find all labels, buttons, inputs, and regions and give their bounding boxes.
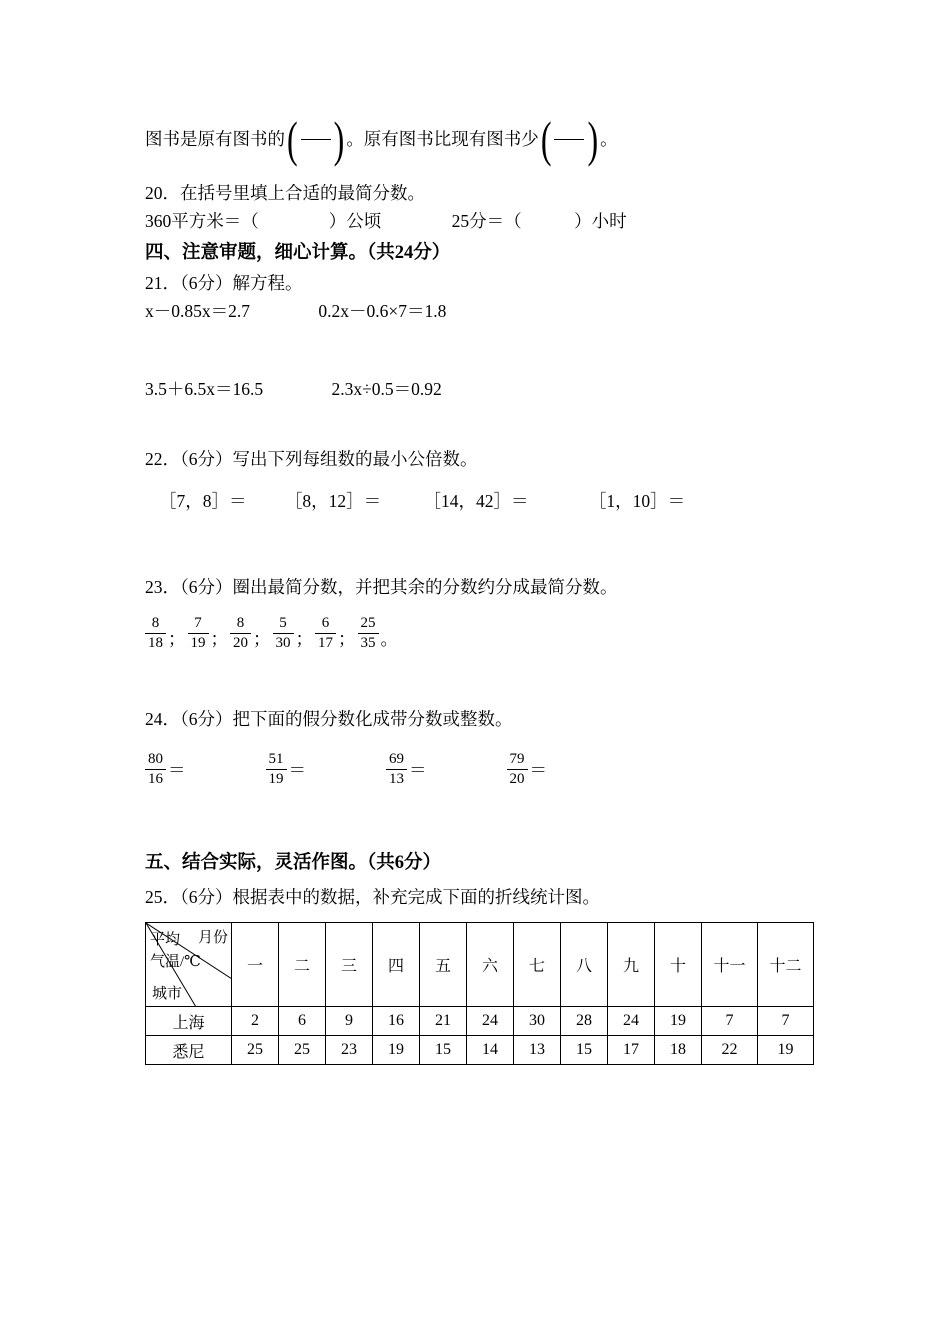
question-19-continuation (145, 112, 817, 166)
separator: ； (295, 628, 313, 649)
table-cell: 19 (758, 1036, 814, 1065)
table-cell: 15 (420, 1036, 467, 1065)
lcm-item: ［8，12］＝ (284, 491, 382, 511)
exam-page (145, 112, 817, 1065)
blank-fraction (287, 113, 344, 165)
month-header: 七 (514, 923, 561, 1007)
table-cell: 7 (758, 1007, 814, 1036)
equation: 0.2x－0.6×7＝1.8 (318, 301, 447, 321)
month-header: 八 (561, 923, 608, 1007)
question-20-title: 20．在括号里填上合适的最简分数。 (145, 183, 425, 203)
fraction: $\frac{5}{30}$ (273, 614, 294, 653)
fraction: $\frac{25}{35}$ (358, 614, 379, 653)
equation: 3.5＋6.5x＝16.5 (145, 379, 264, 399)
month-header: 三 (326, 923, 373, 1007)
table-cell: 2 (232, 1007, 279, 1036)
section-5-heading: 五、结合实际，灵活作图。（共6分） (145, 853, 442, 873)
table-cell: 6 (279, 1007, 326, 1036)
month-header: 二 (279, 923, 326, 1007)
month-header: 五 (420, 923, 467, 1007)
question-21-title: 21．（6分）解方程。 (145, 273, 303, 293)
q21-equations-row-1 (145, 298, 817, 324)
table-cell: 16 (373, 1007, 420, 1036)
table-cell: 19 (373, 1036, 420, 1065)
table-cell: 13 (514, 1036, 561, 1065)
separator: ； (338, 628, 356, 649)
month-header: 一 (232, 923, 279, 1007)
table-cell: 23 (326, 1036, 373, 1065)
equals-sign: ＝ (168, 759, 186, 780)
table-cell: 21 (420, 1007, 467, 1036)
right-paren: ) (333, 111, 345, 167)
temperature-table (145, 922, 814, 1065)
intro-text-1: 图书是原有图书的 (145, 129, 285, 149)
city-label: 上海 (146, 1007, 232, 1036)
question-23-fractions (145, 610, 817, 656)
separator: ； (253, 628, 271, 649)
fraction-bar (554, 139, 584, 140)
q20-part2: 25分＝（ ）小时 (451, 211, 627, 231)
fraction: $\frac{7}{19}$ (188, 614, 209, 653)
table-cell: 9 (326, 1007, 373, 1036)
fraction: $\frac{69}{13}$ (386, 750, 407, 789)
lcm-item: ［7，8］＝ (159, 491, 247, 511)
table-cell: 19 (655, 1007, 702, 1036)
question-20-blanks (145, 208, 817, 234)
intro-text-2: 。原有图书比现有图书少 (346, 129, 539, 149)
table-cell: 25 (279, 1036, 326, 1065)
question-23-title: 23．（6分）圈出最简分数，并把其余的分数约分成最简分数。 (145, 577, 618, 597)
month-header: 十一 (702, 923, 758, 1007)
equals-sign: ＝ (529, 759, 547, 780)
month-header: 十 (655, 923, 702, 1007)
table-cell: 24 (608, 1007, 655, 1036)
corner-label-month: 月份 (197, 930, 228, 946)
table-cell: 14 (467, 1036, 514, 1065)
separator: ； (210, 628, 228, 649)
table-cell: 24 (467, 1007, 514, 1036)
table-cell: 17 (608, 1036, 655, 1065)
city-label: 悉尼 (146, 1036, 232, 1065)
question-24-fractions (145, 746, 817, 792)
equation: 2.3x÷0.5＝0.92 (331, 379, 442, 399)
intro-text-3: 。 (600, 129, 618, 149)
table-cell: 15 (561, 1036, 608, 1065)
table-cell: 30 (514, 1007, 561, 1036)
month-header: 四 (373, 923, 420, 1007)
month-header: 六 (467, 923, 514, 1007)
fraction: $\frac{80}{16}$ (145, 750, 166, 789)
equals-sign: ＝ (288, 759, 306, 780)
question-25-title: 25．（6分）根据表中的数据，补充完成下面的折线统计图。 (145, 887, 600, 907)
table-cell: 25 (232, 1036, 279, 1065)
corner-label-city: 城市 (152, 986, 183, 1002)
corner-label-temp-unit: 气温/℃ (150, 954, 201, 970)
right-paren: ) (587, 111, 599, 167)
left-paren: ( (287, 111, 298, 167)
left-paren: ( (540, 111, 552, 167)
fraction-bar (301, 139, 331, 140)
table-cell: 22 (702, 1036, 758, 1065)
fraction: $\frac{6}{17}$ (315, 614, 336, 653)
question-22-items (145, 488, 817, 514)
question-24-title: 24．（6分）把下面的假分数化成带分数或整数。 (145, 709, 513, 729)
q21-equations-row-2 (145, 376, 817, 402)
corner-label-avg: 平均 (150, 932, 181, 948)
fraction: $\frac{79}{20}$ (507, 750, 528, 789)
question-22-title: 22．（6分）写出下列每组数的最小公倍数。 (145, 449, 478, 469)
terminator: 。 (380, 628, 398, 649)
blank-fraction (541, 113, 598, 165)
month-header: 九 (608, 923, 655, 1007)
table-cell: 18 (655, 1036, 702, 1065)
table-row-sydney (146, 1036, 814, 1065)
table-cell: 28 (561, 1007, 608, 1036)
fraction: $\frac{8}{18}$ (145, 614, 166, 653)
table-corner-cell (146, 923, 232, 1007)
fraction: $\frac{8}{20}$ (230, 614, 251, 653)
lcm-item: ［14，42］＝ (423, 491, 529, 511)
equals-sign: ＝ (409, 759, 427, 780)
month-header: 十二 (758, 923, 814, 1007)
q20-part1: 360平方米＝（ ）公顷 (145, 211, 382, 231)
separator: ； (168, 628, 186, 649)
lcm-item: ［1，10］＝ (588, 491, 686, 511)
section-4-heading: 四、注意审题，细心计算。（共24分） (145, 243, 451, 263)
equation: x－0.85x＝2.7 (145, 301, 250, 321)
fraction: $\frac{51}{19}$ (266, 750, 287, 789)
table-cell: 7 (702, 1007, 758, 1036)
table-header-row (146, 923, 814, 1007)
table-row-shanghai (146, 1007, 814, 1036)
